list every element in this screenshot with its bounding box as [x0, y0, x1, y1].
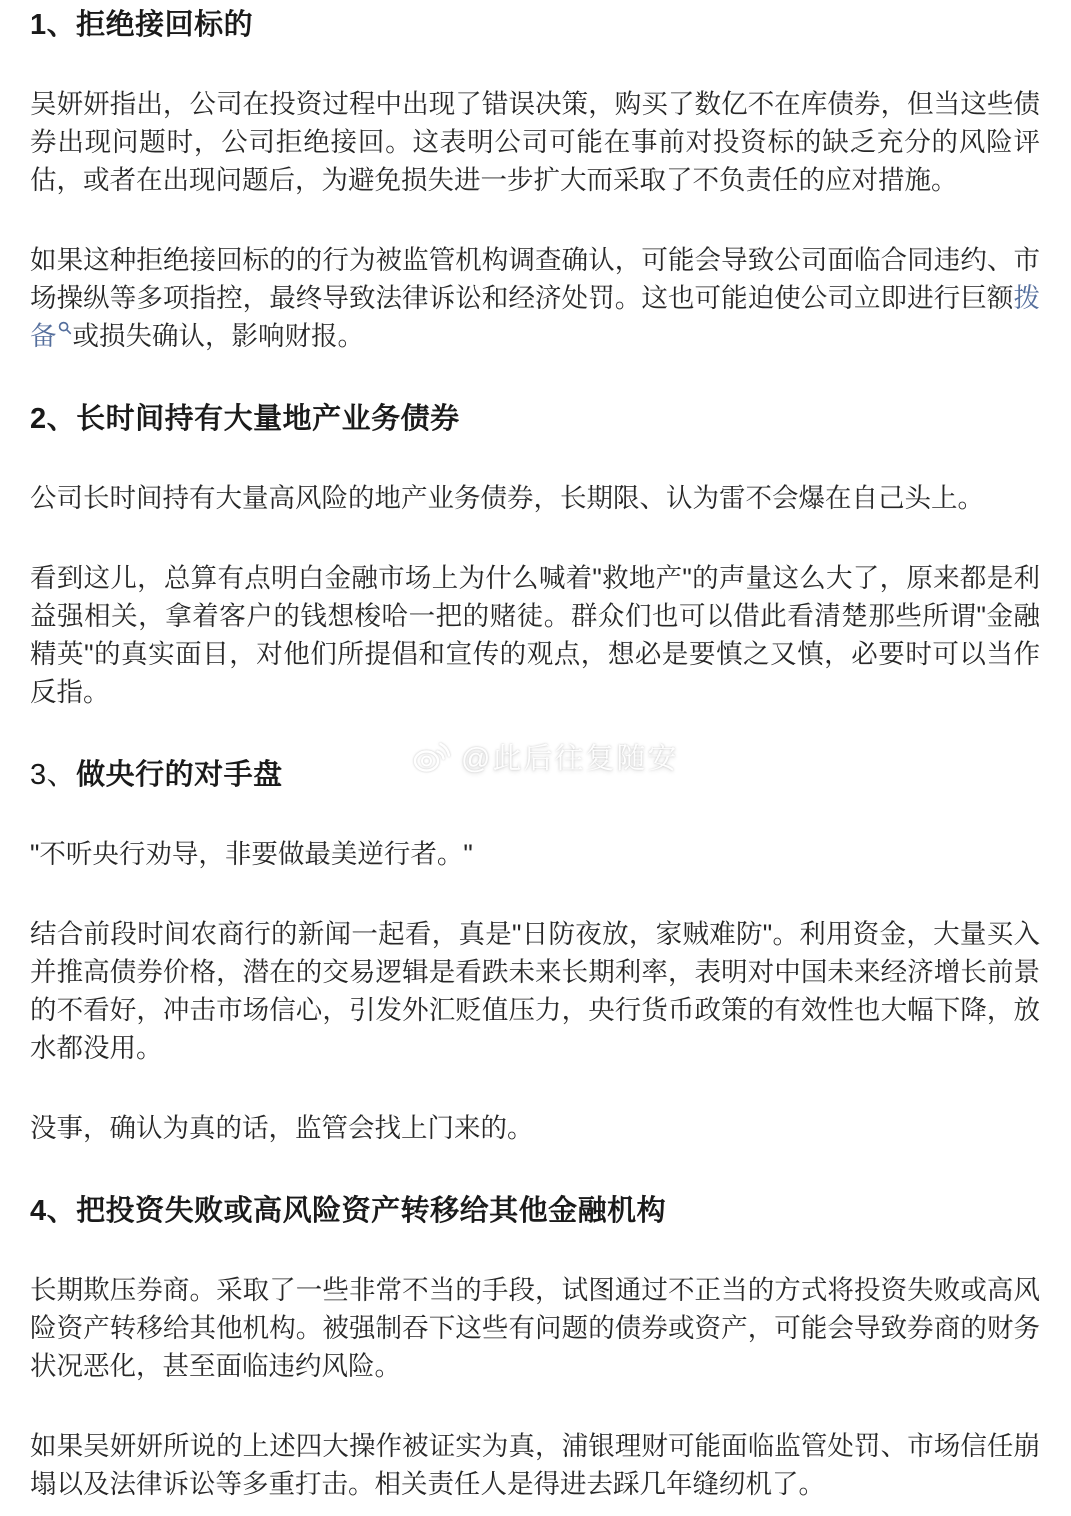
paragraph: 吴妍妍指出，公司在投资过程中出现了错误决策，购买了数亿不在库债券，但当这些债券出现问题时，公司拒绝接回。这表明公司可能在事前对投资标的缺乏充分的风险评估，或者在出现问题后，为避免损失进一步扩大而采取了不负责任的应对措施。	[30, 89, 1040, 195]
section-2	[30, 401, 1040, 711]
magnifier-icon	[58, 321, 72, 335]
paragraph: 看到这儿，总算有点明白金融市场上为什么喊着"救地产"的声量这么大了，原来都是利益强相关，拿着客户的钱想梭哈一把的赌徒。群众们也可以借此看清楚那些所谓"金融精英"的真实面目，对他们所提倡和宣传的观点，想必是要慎之又慎，必要时可以当作反指。	[30, 563, 1040, 707]
heading-title: 长时间持有大量地产业务债券	[76, 403, 460, 435]
section-1	[30, 7, 1040, 355]
watermark-text: @此后往复随安	[461, 743, 679, 775]
heading-title: 拒绝接回标的	[76, 9, 254, 41]
paragraph: 结合前段时间农商行的新闻一起看，真是"日防夜放，家贼难防"。利用资金，大量买入并推高债券价格，潜在的交易逻辑是看跌未来长期利率，表明对中国未来经济增长前景的不看好，冲击市场信心，引发外汇贬值压力，央行货币政策的有效性也大幅下降，放水都没用。	[30, 919, 1040, 1063]
paragraph: "不听央行劝导，非要做最美逆行者。"	[30, 839, 473, 869]
heading-number: 2、	[30, 403, 77, 435]
heading-number: 4、	[30, 1195, 77, 1227]
section-3	[30, 757, 1040, 1147]
paragraph	[30, 241, 1040, 355]
paragraph: 公司长时间持有大量高风险的地产业务债券，长期限、认为雷不会爆在自己头上。	[30, 483, 984, 513]
paragraph: 长期欺压券商。采取了一些非常不当的手段，试图通过不正当的方式将投资失败或高风险资产转移给其他机构。被强制吞下这些有问题的债券或资产，可能会导致券商的财务状况恶化，甚至面临违约风险。	[30, 1275, 1040, 1381]
heading-number: 3、	[30, 759, 77, 791]
paragraph-text: 或损失确认，影响财报。	[72, 321, 364, 351]
paragraph: 没事，确认为真的话，监管会找上门来的。	[30, 1113, 534, 1143]
heading-title: 把投资失败或高风险资产转移给其他金融机构	[76, 1195, 667, 1227]
paragraph-text: 如果这种拒绝接回标的的行为被监管机构调查确认，可能会导致公司面临合同违约、市场操纵等多项指控，最终导致法律诉讼和经济处罚。这也可能迫使公司立即进行巨额	[30, 245, 1040, 313]
section-4	[30, 1193, 1040, 1503]
section-1-heading	[30, 7, 1040, 43]
glossary-link-text[interactable]: 拨备	[30, 283, 1040, 351]
section-4-heading	[30, 1193, 1040, 1229]
section-2-heading	[30, 401, 1040, 437]
heading-number: 1、	[30, 9, 77, 41]
paragraph: 如果吴妍妍所说的上述四大操作被证实为真，浦银理财可能面临监管处罚、市场信任崩塌以及法律诉讼等多重打击。相关责任人是得进去踩几年缝纫机了。	[30, 1431, 1040, 1499]
heading-title: 做央行的对手盘	[76, 759, 283, 791]
section-3-heading	[30, 757, 1040, 793]
